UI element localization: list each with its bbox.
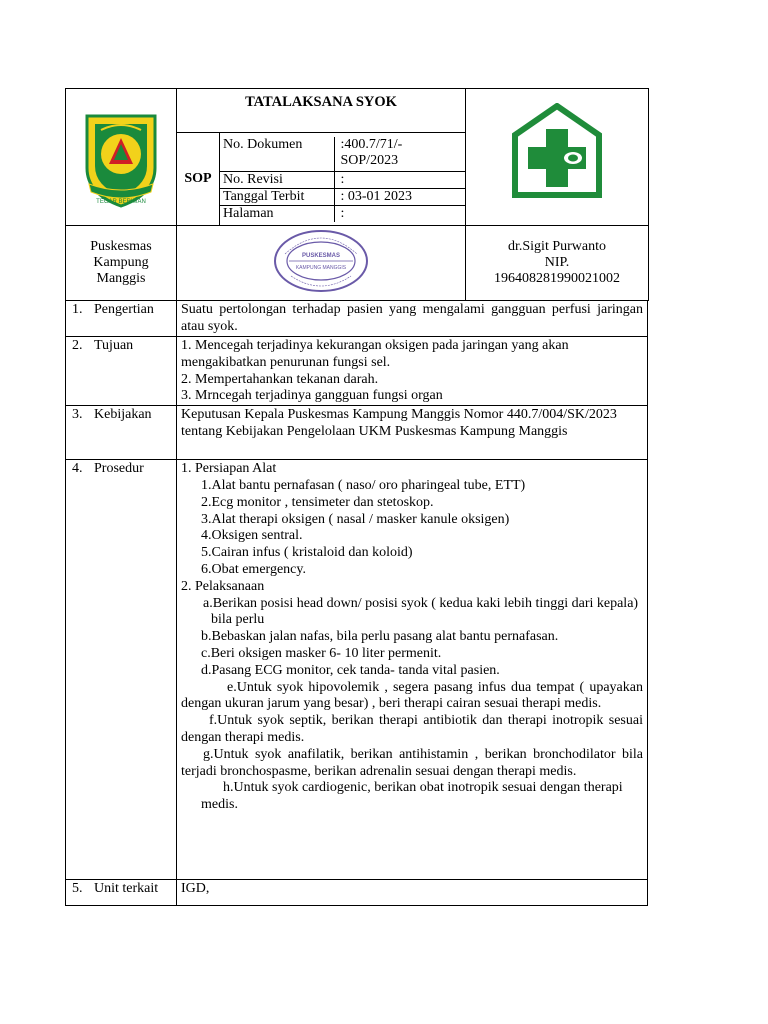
- section-content: [177, 460, 648, 880]
- content-line: 3. Mrncegah terjadinya gangguan fungsi organ: [181, 388, 443, 404]
- section-prosedur: [66, 460, 648, 880]
- meta-row-revision: [220, 171, 465, 188]
- section-label: 4. Prosedur: [66, 460, 177, 880]
- content-line: 1. Mencegah terjadinya kekurangan oksigen pada jaringan yang akan mengakibatkan penurunan fungsi sel.: [181, 338, 569, 370]
- organization-name: Puskesmas Kampung Manggis: [66, 226, 177, 301]
- section-label: 2. Tujuan: [66, 337, 177, 406]
- content-line: 5.Cairan infus ( kristaloid dan koloid): [201, 545, 413, 561]
- section-content: [177, 337, 648, 406]
- content-line: 1. Persiapan Alat: [181, 461, 277, 477]
- signer-name: dr.Sigit Purwanto: [507, 239, 606, 254]
- section-pengertian: [66, 301, 648, 337]
- section-content: [177, 301, 648, 337]
- signer-block: [466, 226, 649, 301]
- content-line: h.Untuk syok cardiogenic, berikan obat inotropik sesuai dengan therapi: [223, 780, 623, 796]
- meta-value: :400.7/71/- SOP/2023: [334, 137, 465, 172]
- section-content: [177, 880, 648, 906]
- section-label: 1. Pengertian: [66, 301, 177, 337]
- signer-nip-label: NIP.: [544, 255, 570, 270]
- content-line: e.Untuk syok hipovolemik , segera pasang infus dua tempat ( upayakan dengan ukuran jarum yang besar) , beri therapi cairan sesuai therapi medis.: [181, 679, 643, 712]
- content-line: 3.Alat therapi oksigen ( nasal / masker kanule oksigen): [201, 511, 510, 527]
- meta-label: No. Dokumen: [220, 137, 334, 172]
- section-label: 3. Kebijakan: [66, 406, 177, 460]
- meta-value: :: [334, 205, 465, 222]
- document-meta-cell: [220, 133, 466, 226]
- puskesmas-logo-cell: [466, 89, 649, 226]
- sop-document: [65, 88, 648, 906]
- svg-text:KAMPUNG MANGGIS: KAMPUNG MANGGIS: [295, 264, 347, 271]
- content-line: 2. Pelaksanaan: [181, 578, 265, 594]
- meta-row-issue-date: [220, 188, 465, 205]
- stamp-cell: [177, 226, 466, 301]
- sop-sections-table: [65, 301, 648, 906]
- signer-nip: 196408281990021002: [494, 271, 620, 286]
- content-line: 6.Obat emergency.: [201, 561, 306, 577]
- content-line: g.Untuk syok anafilatik, berikan antihistamin , berikan bronchodilator bila terjadi bronchospasme, berikan adrenalin sesuai dengan therapi medis.: [181, 746, 643, 779]
- section-content: [177, 406, 648, 460]
- section-label: 5. Unit terkait: [66, 880, 177, 906]
- document-meta-table: [220, 137, 465, 222]
- sop-label: SOP: [177, 133, 220, 226]
- content-line: d.Pasang ECG monitor, cek tanda- tanda vital pasien.: [201, 662, 500, 678]
- meta-row-doc-number: [220, 137, 465, 172]
- svg-text:PUSKESMAS: PUSKESMAS: [301, 252, 341, 259]
- sop-header-table: [65, 88, 649, 301]
- content-line: 2. Mempertahankan tekanan darah.: [181, 371, 379, 387]
- content-line: 2.Ecg monitor , tensimeter dan stetoskop.: [201, 494, 434, 510]
- content-line: f.Untuk syok septik, berikan therapi antibiotik dan therapi inotropik sesuai dengan therapi medis.: [181, 713, 643, 745]
- regency-logo-cell: [66, 89, 177, 226]
- meta-value: :: [334, 171, 465, 188]
- document-title: TATALAKSANA SYOK: [177, 89, 466, 133]
- meta-label: No. Revisi: [220, 171, 334, 188]
- official-stamp-icon: [271, 228, 371, 294]
- meta-row-page: [220, 205, 465, 222]
- content-line: c.Beri oksigen masker 6- 10 liter permenit.: [201, 645, 442, 661]
- regency-emblem-icon: [81, 110, 161, 210]
- section-tujuan: [66, 337, 648, 406]
- content-line: Keputusan Kepala Puskesmas Kampung Manggis Nomor 440.7/004/SK/2023 tentang Kebijakan Pengelolaan UKM Puskesmas Kampung Manggis: [181, 407, 617, 439]
- content-line: medis.: [201, 797, 238, 813]
- content-line: 4.Oksigen sentral.: [201, 528, 303, 544]
- content-line: a.Berikan posisi head down/ posisi syok ( kedua kaki lebih tinggi dari kepala): [203, 595, 639, 611]
- content-line: b.Bebaskan jalan nafas, bila perlu pasang alat bantu pernafasan.: [201, 629, 559, 645]
- content-line: bila perlu: [211, 612, 265, 628]
- meta-value: : 03-01 2023: [334, 188, 465, 205]
- section-kebijakan: [66, 406, 648, 460]
- meta-label: Halaman: [220, 205, 334, 222]
- emblem-ribbon-text: TEGAR BERIMAN: [96, 198, 146, 205]
- content-line: IGD,: [181, 881, 210, 897]
- puskesmas-logo-icon: [512, 103, 602, 207]
- meta-label: Tanggal Terbit: [220, 188, 334, 205]
- content-line: 1.Alat bantu pernafasan ( naso/ oro pharingeal tube, ETT): [201, 477, 526, 493]
- content-line: Suatu pertolongan terhadap pasien yang mengalami gangguan perfusi jaringan atau syok.: [181, 302, 643, 334]
- section-unit-terkait: [66, 880, 648, 906]
